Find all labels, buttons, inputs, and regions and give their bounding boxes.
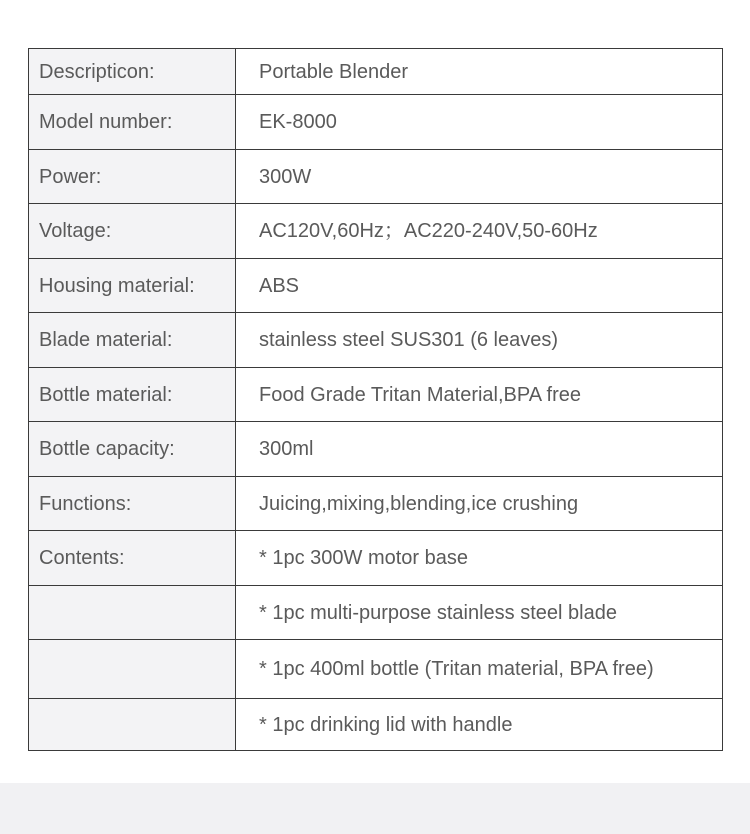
model-number-label: Model number: [29,95,236,150]
blade-material-value: stainless steel SUS301 (6 leaves) [236,313,723,368]
bottle-capacity-value: 300ml [236,422,723,477]
contents-item-blade: * 1pc multi-purpose stainless steel blade [236,586,723,640]
power-value: 300W [236,150,723,204]
footer-band [0,783,750,834]
table-row [29,586,723,640]
table-row [29,640,723,699]
table-row [29,368,723,422]
bottle-material-label: Bottle material: [29,368,236,422]
voltage-value: AC120V,60Hz；AC220-240V,50-60Hz [236,204,723,259]
housing-material-value: ABS [236,259,723,313]
table-row [29,204,723,259]
contents-label-empty [29,586,236,640]
contents-item-motor-base: * 1pc 300W motor base [236,531,723,586]
spec-table [28,48,723,751]
bottle-material-value: Food Grade Tritan Material,BPA free [236,368,723,422]
table-row [29,95,723,150]
table-row [29,49,723,95]
bottle-capacity-label: Bottle capacity: [29,422,236,477]
table-row [29,477,723,531]
power-label: Power: [29,150,236,204]
description-value: Portable Blender [236,49,723,95]
table-row [29,313,723,368]
contents-label: Contents: [29,531,236,586]
table-row [29,422,723,477]
functions-value: Juicing,mixing,blending,ice crushing [236,477,723,531]
model-number-value: EK-8000 [236,95,723,150]
contents-label-empty [29,640,236,699]
contents-label-empty [29,699,236,751]
table-row [29,150,723,204]
table-row [29,699,723,751]
description-label: Descripticon: [29,49,236,95]
blade-material-label: Blade material: [29,313,236,368]
housing-material-label: Housing material: [29,259,236,313]
table-row [29,531,723,586]
functions-label: Functions: [29,477,236,531]
table-row [29,259,723,313]
contents-item-bottle: * 1pc 400ml bottle (Tritan material, BPA free) [236,640,723,699]
voltage-label: Voltage: [29,204,236,259]
contents-item-lid: * 1pc drinking lid with handle [236,699,723,751]
